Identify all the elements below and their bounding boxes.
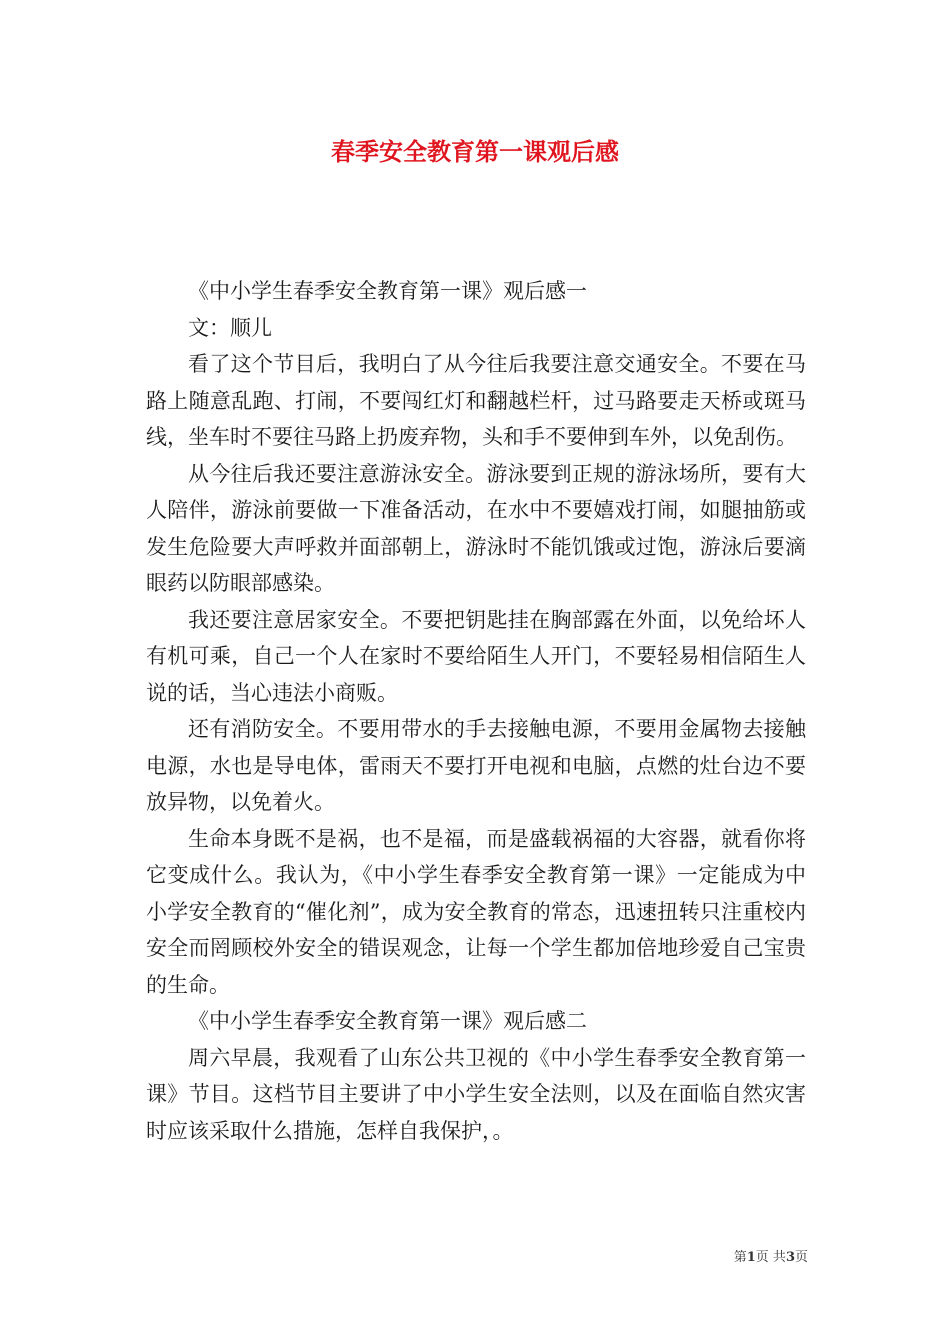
current-page-number: 1	[746, 1250, 756, 1265]
paragraph: 生命本身既不是祸，也不是福，而是盛载祸福的大容器，就看你将它变成什么。我认为，《中小学生春季安全教育第一课》一定能成为中小学安全教育的“催化剂”，成为安全教育的常态，迅速扭转只注重校内安全而罔顾校外安全的错误观念，让每一个学生都加倍地珍爱自己宝贵的生命。	[146, 826, 806, 997]
paragraph: 看了这个节目后，我明白了从今往后我要注意交通安全。不要在马路上随意乱跑、打闹，不要闯红灯和翻越栏杆，过马路要走天桥或斑马线，坐车时不要往马路上扔废弃物，头和手不要伸到车外，以免刮伤。	[146, 352, 806, 449]
page-number-footer	[734, 1246, 808, 1265]
subheading-1: 《中小学生春季安全教育第一课》观后感一	[188, 279, 587, 303]
footer-prefix: 第	[733, 1250, 747, 1265]
author-line: 文：顺儿	[188, 315, 272, 340]
paragraph: 我还要注意居家安全。不要把钥匙挂在胸部露在外面，以免给坏人有机可乘，自己一个人在家时不要给陌生人开门，不要轻易相信陌生人说的话，当心违法小商贩。	[146, 607, 806, 705]
paragraph: 从今往后我还要注意游泳安全。游泳要到正规的游泳场所，要有大人陪伴，游泳前要做一下准备活动，在水中不要嬉戏打闹，如腿抽筋或发生危险要大声呼救并面部朝上，游泳时不能饥饿或过饱，游泳后要滴眼药以防眼部感染。	[146, 461, 806, 595]
total-pages-number: 3	[785, 1250, 795, 1265]
paragraph: 还有消防安全。不要用带水的手去接触电源，不要用金属物去接触电源，水也是导电体，雷雨天不要打开电视和电脑，点燃的灶台边不要放异物，以免着火。	[146, 717, 806, 814]
paragraph: 周六早晨，我观看了山东公共卫视的《中小学生春季安全教育第一课》节目。这档节目主要讲了中小学生安全法则，以及在面临自然灾害时应该采取什么措施，怎样自我保护，。	[146, 1045, 806, 1143]
subheading-2: 《中小学生春季安全教育第一课》观后感二	[188, 1009, 587, 1033]
footer-suffix: 页	[794, 1250, 808, 1265]
document-body	[146, 273, 806, 1149]
page-title: 春季安全教育第一课观后感	[331, 137, 619, 166]
footer-middle: 页 共	[755, 1250, 786, 1265]
